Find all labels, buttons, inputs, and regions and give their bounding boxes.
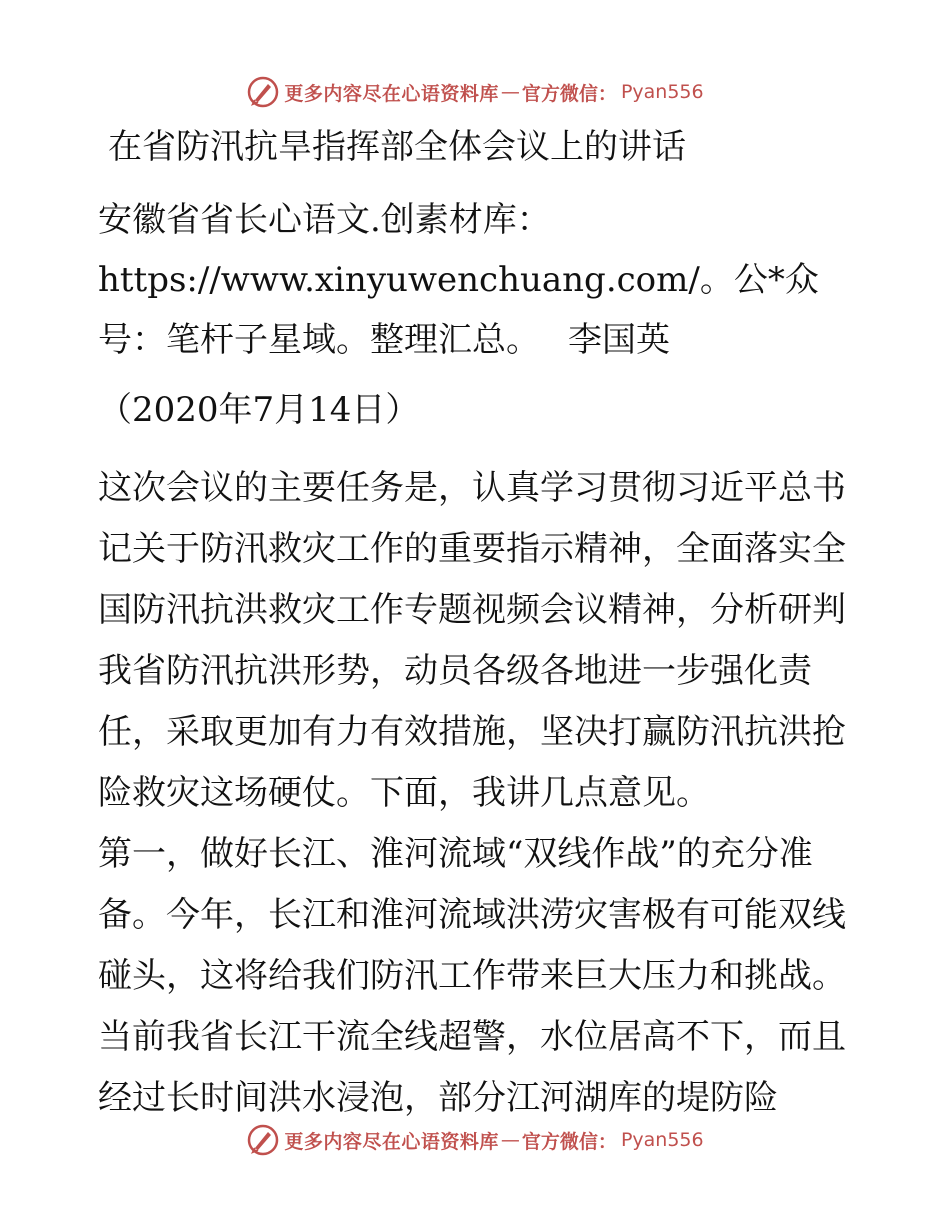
header-watermark	[0, 72, 950, 112]
body-paragraph-2: 第一，做好长江、淮河流域“双线作战”的充分准备。今年，长江和淮河流域洪涝灾害极有可能双线碰头，这将给我们防汛工作带来巨大压力和挑战。当前我省长江干流全线超警，水位居高不下，而且经过长时间洪水浸泡，部分江河湖库的堤防险	[98, 834, 846, 1118]
speech-date: （2020年7月14日）	[98, 390, 420, 430]
watermark-separator: —	[500, 1129, 520, 1151]
watermark-wechat-id: Pyan556	[620, 81, 704, 103]
watermark-label: 官方微信：	[521, 82, 617, 105]
watermark-brand: 更多内容尽在心语资料库	[284, 1130, 499, 1153]
source-note: 安徽省省长心语文.创素材库：https://www.xinyuwenchuang.com/。公*众号：笔杆子星域。整理汇总。	[98, 200, 819, 360]
speech-title: 在省防汛抗旱指挥部全体会议上的讲话	[108, 127, 686, 167]
author-name: 李国英	[568, 320, 670, 360]
byline	[98, 190, 858, 370]
body-paragraph-1: 这次会议的主要任务是，认真学习贯彻习近平总书记关于防汛救灾工作的重要指示精神，全面落实全国防汛抗洪救灾工作专题视频会议精神，分析研判我省防汛抗洪形势，动员各级各地进一步强化责任，采取更加有力有效措施，坚决打赢防汛抗洪抢险救灾这场硬仗。下面，我讲几点意见。	[98, 468, 846, 813]
quill-pen-logo-icon	[246, 1123, 280, 1157]
watermark-wechat-id: Pyan556	[620, 1129, 704, 1151]
footer-watermark	[0, 1120, 950, 1160]
quill-pen-logo-icon	[246, 75, 280, 109]
watermark-separator: —	[500, 81, 520, 103]
watermark-label: 官方微信：	[521, 1130, 617, 1153]
watermark-brand: 更多内容尽在心语资料库	[284, 82, 499, 105]
